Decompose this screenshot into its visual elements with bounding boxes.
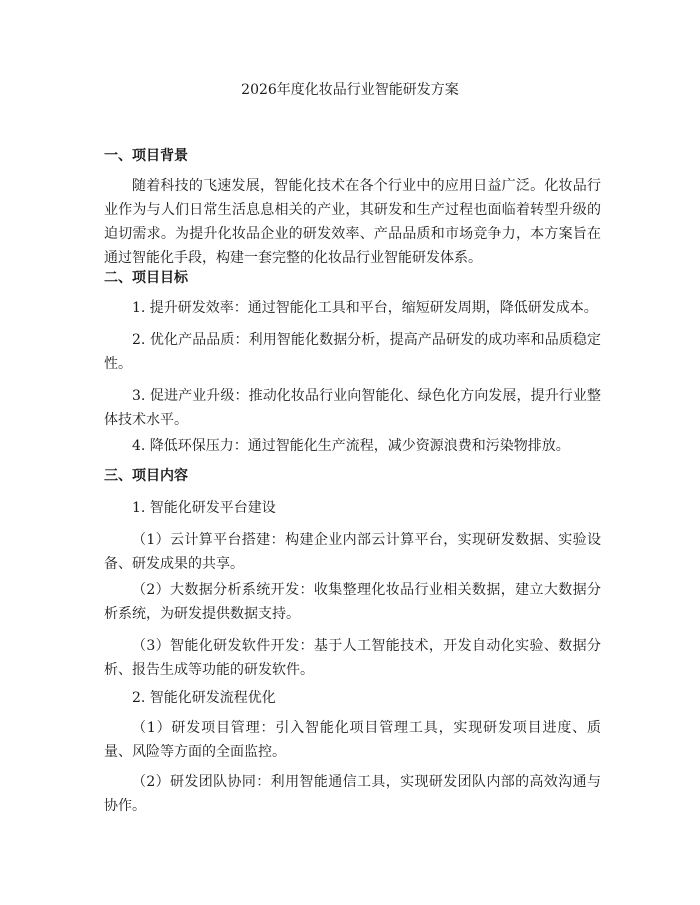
goal-item: 4. 降低环保压力：通过智能化生产流程，减少资源浪费和污染物排放。: [132, 438, 570, 454]
subsection-title: 1. 智能化研发平台建设: [132, 500, 276, 516]
content-item: （3）智能化研发软件开发：基于人工智能技术，开发自动化实验、数据分析、报告生成等功能的研发软件。: [104, 638, 601, 678]
document-title: 2026年度化妆品行业智能研发方案: [241, 82, 459, 98]
content-item: （1）云计算平台搭建：构建企业内部云计算平台，实现研发数据、实验设备、研发成果的共享。: [104, 532, 601, 572]
section-heading-content: 三、项目内容: [104, 468, 188, 484]
goal-item: 1. 提升研发效率：通过智能化工具和平台，缩短研发周期，降低研发成本。: [132, 300, 598, 316]
background-paragraph: 随着科技的飞速发展，智能化技术在各个行业中的应用日益广泛。化妆品行业作为与人们日常生活息息相关的产业，其研发和生产过程也面临着转型升级的迫切需求。为提升化妆品企业的研发效率、产品品质和市场竞争力，本方案旨在通过智能化手段，构建一套完整的化妆品行业智能研发体系。: [104, 178, 601, 266]
section-heading-goals: 二、项目目标: [104, 270, 188, 286]
content-item: （2）研发团队协同：利用智能通信工具，实现研发团队内部的高效沟通与协作。: [104, 774, 601, 814]
content-item: （2）大数据分析系统开发：收集整理化妆品行业相关数据，建立大数据分析系统，为研发提供数据支持。: [104, 582, 601, 622]
section-heading-background: 一、项目背景: [104, 148, 188, 164]
goal-item: 2. 优化产品品质：利用智能化数据分析，提高产品研发的成功率和品质稳定性。: [104, 332, 601, 372]
subsection-title: 2. 智能化研发流程优化: [132, 690, 276, 706]
goal-item: 3. 促进产业升级：推动化妆品行业向智能化、绿色化方向发展，提升行业整体技术水平。: [104, 388, 601, 428]
content-item: （1）研发项目管理：引入智能化项目管理工具，实现研发项目进度、质量、风险等方面的全面监控。: [104, 720, 601, 760]
